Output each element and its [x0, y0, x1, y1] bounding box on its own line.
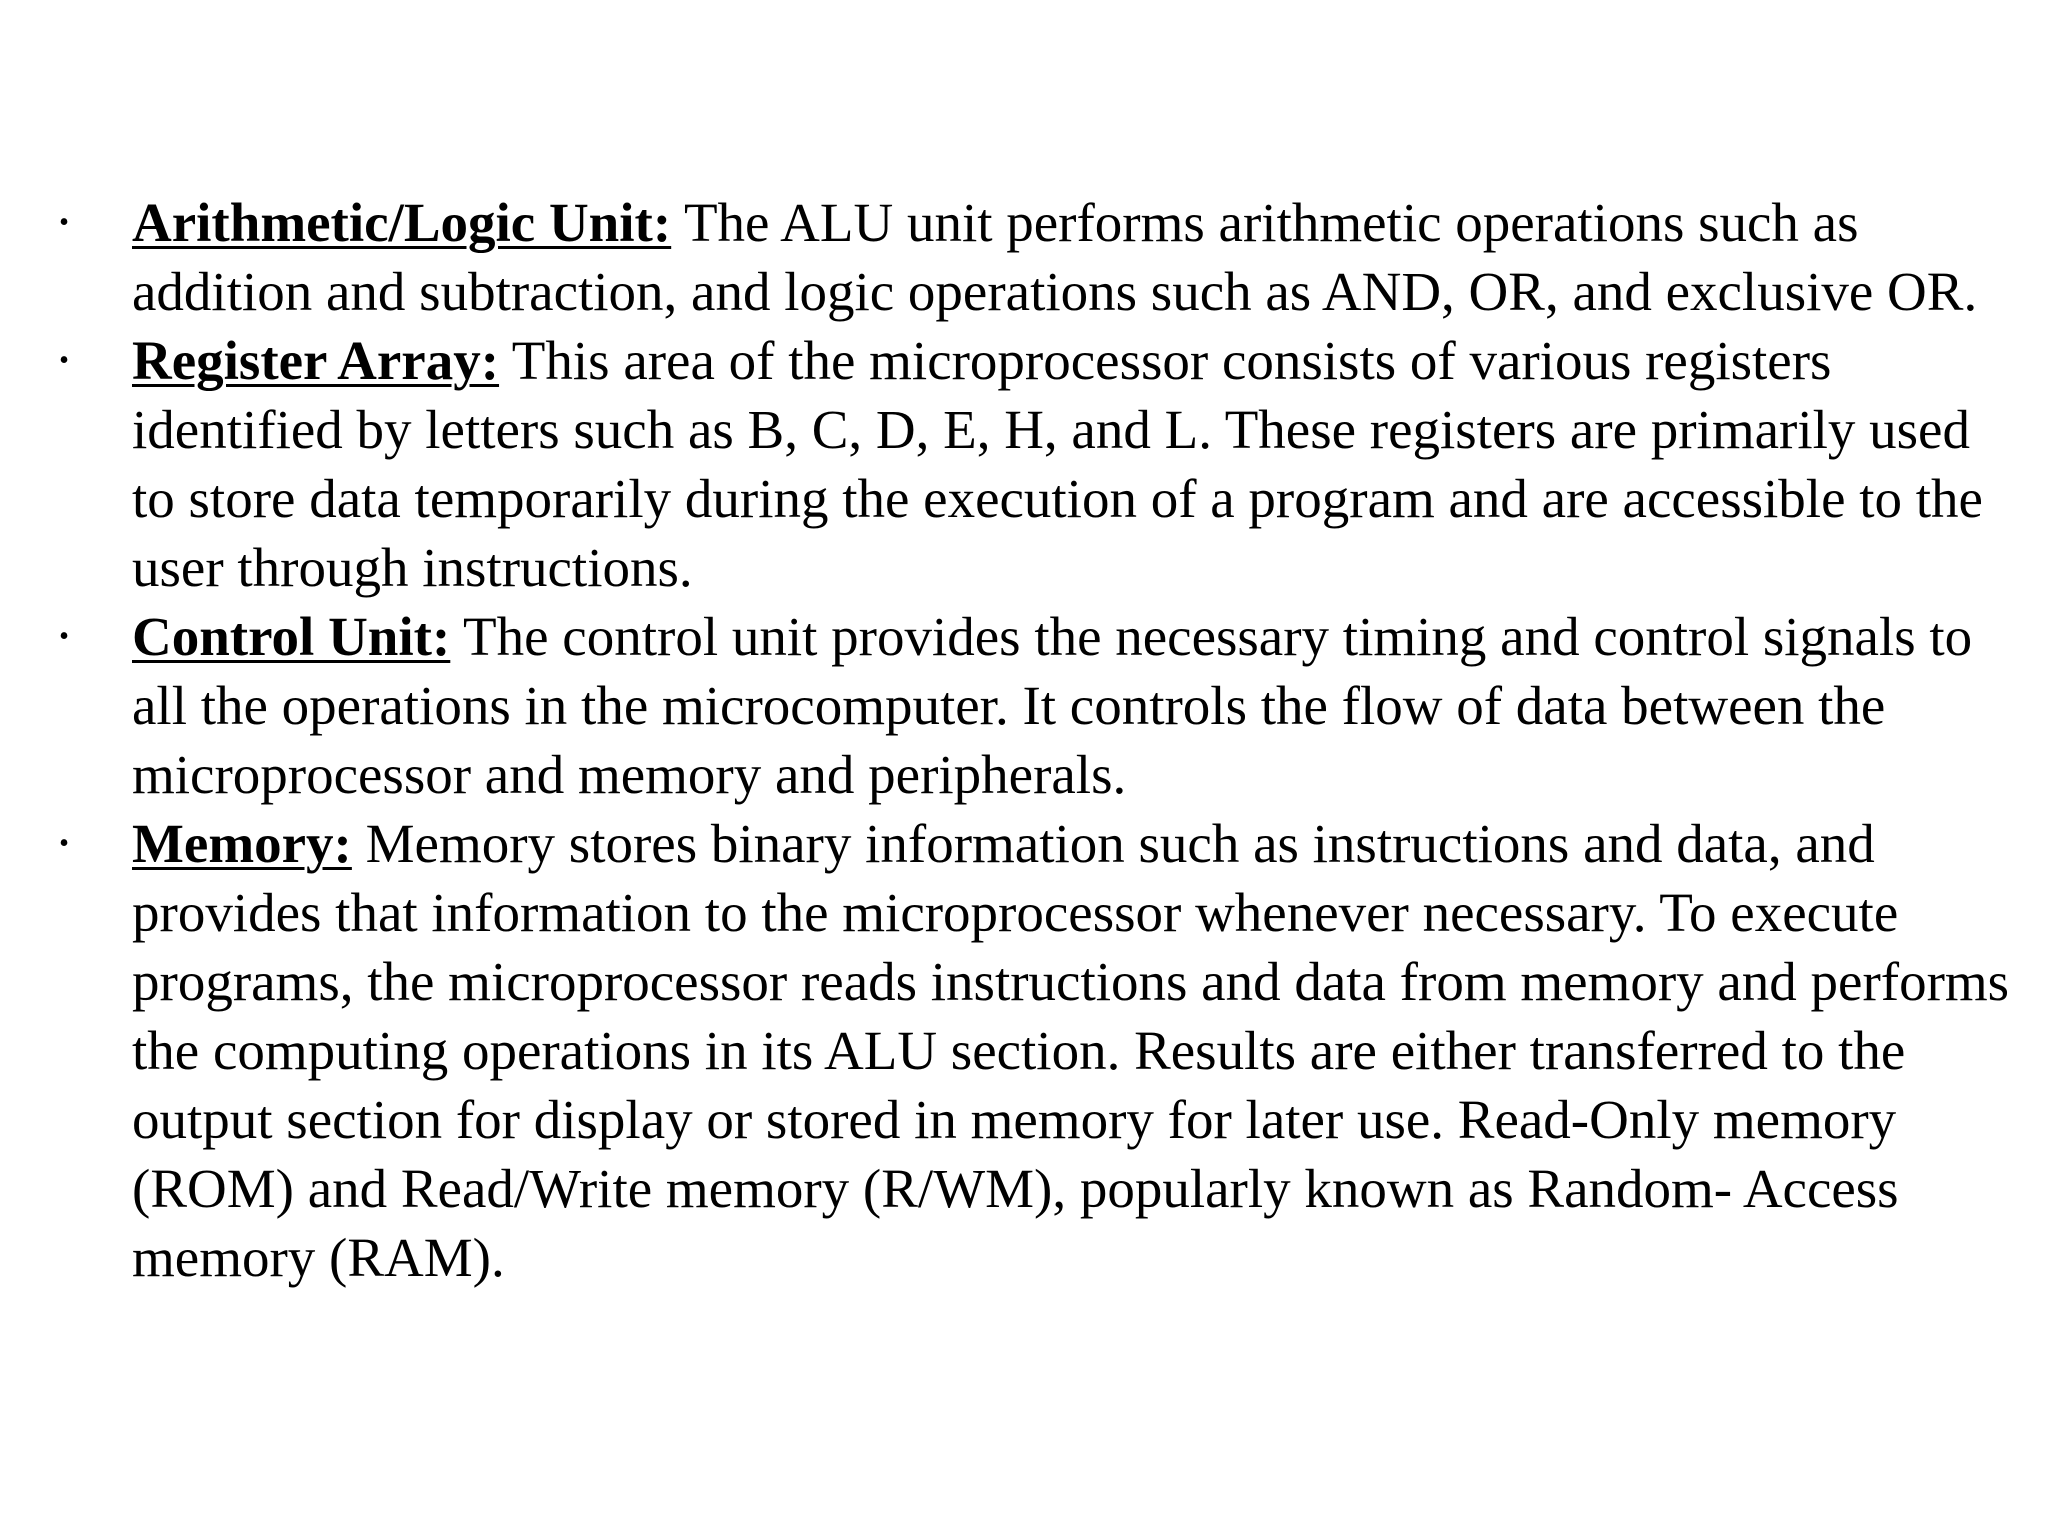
bullet-dot: • [59, 207, 69, 238]
bullet-dot: • [59, 828, 69, 859]
list-item-memory [54, 809, 2014, 1292]
list-item-alu [54, 188, 2014, 326]
list-item-register-array [54, 326, 2014, 602]
term-memory: Memory: [132, 813, 352, 874]
term-alu: Arithmetic/Logic Unit: [132, 192, 672, 253]
bullet-list [54, 188, 2014, 1292]
description-memory: Memory stores binary information such as instructions and data, and provides that information to the microprocessor whenever necessary. To execute programs, the microprocessor reads instructions and data from memory and performs the computing operations in its ALU section. Results are either transferred to the output section for display or stored in memory for later use. Read-Only memory (ROM) and Read/Write memory (R/WM), popularly known as Random- Access memory (RAM). [132, 813, 2010, 1288]
description-register-array: This area of the microprocessor consists of various registers identified by letters such as B, C, D, E, H, and L. These registers are primarily used to store data temporarily during the execution of a program and are accessible to the user through instructions. [132, 330, 1983, 598]
bullet-dot: • [59, 621, 69, 652]
description-alu: The ALU unit performs arithmetic operations such as addition and subtraction, and logic operations such as AND, OR, and exclusive OR. [132, 192, 1978, 322]
list-item-control-unit [54, 602, 2014, 809]
term-register-array: Register Array: [132, 330, 500, 391]
bullet-dot: • [59, 345, 69, 376]
term-control-unit: Control Unit: [132, 606, 451, 667]
description-control-unit: The control unit provides the necessary timing and control signals to all the operations in the microcomputer. It controls the flow of data between the microprocessor and memory and peripherals. [132, 606, 1973, 805]
